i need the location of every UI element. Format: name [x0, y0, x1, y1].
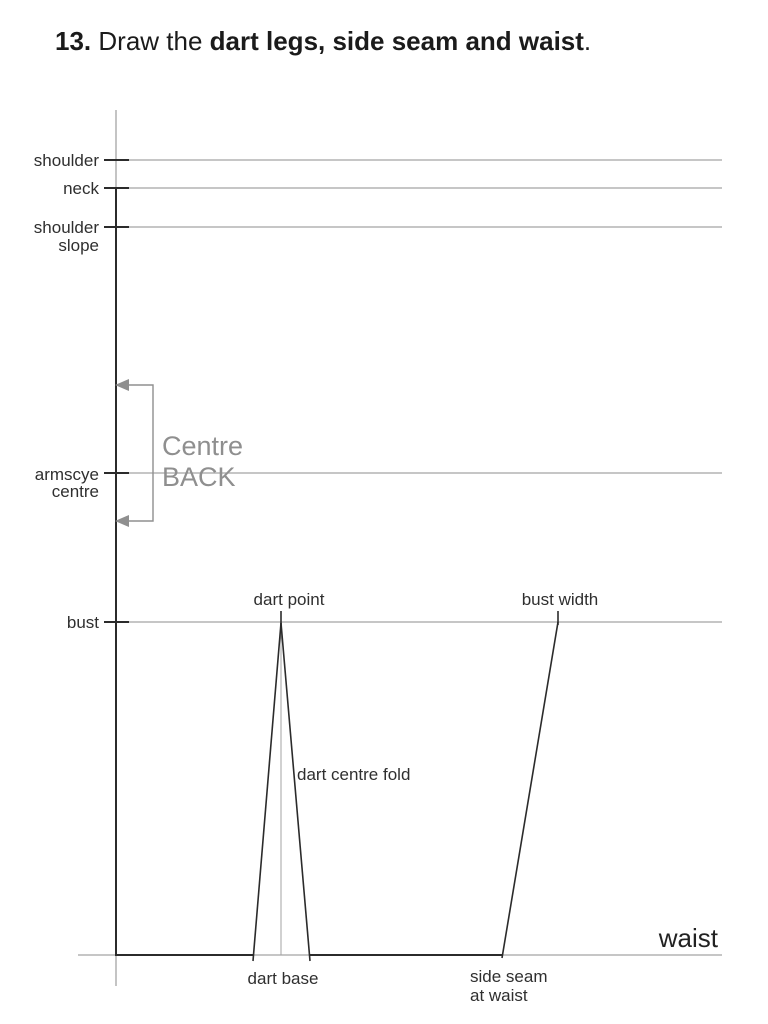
shoulder-slope-label-line2: slope	[58, 236, 99, 255]
dart-and-side-seam	[253, 611, 558, 961]
dart-leg-right	[281, 623, 310, 961]
armscye-centre-label-line2: centre	[51, 482, 99, 501]
waist-label: waist	[658, 923, 718, 953]
centre-back-bracket	[115, 379, 153, 527]
title-emphasis: dart legs, side seam and waist	[209, 26, 584, 56]
dart-base-label: dart base	[247, 969, 319, 988]
side-seam-label-line2: at waist	[470, 986, 528, 1005]
bust-label: bust	[66, 613, 99, 632]
shoulder-label: shoulder	[33, 151, 99, 170]
dart-centre-fold-label: dart centre fold	[297, 765, 411, 784]
guide-lines	[78, 110, 722, 986]
bracket-arrow-bottom-icon	[115, 515, 129, 527]
drawn-pattern-lines	[104, 160, 503, 956]
title-lead: Draw the	[91, 26, 210, 56]
side-seam-line	[502, 622, 558, 958]
neck-label: neck	[63, 179, 99, 198]
bust-width-label: bust width	[521, 590, 599, 609]
side-seam-label-line1: side seam	[470, 967, 548, 986]
step-number: 13.	[55, 26, 92, 56]
dart-leg-left	[253, 623, 281, 961]
diagram-labels	[34, 151, 719, 1005]
armscye-centre-label-line1: armscye	[34, 465, 99, 484]
centre-back-label-line1: Centre	[162, 431, 244, 461]
dart-point-label: dart point	[253, 590, 325, 609]
shoulder-slope-label-line1: shoulder	[33, 218, 99, 237]
bracket-arrow-top-icon	[115, 379, 129, 391]
centre-back-label-line2: BACK	[162, 462, 236, 492]
title-period: .	[583, 26, 592, 56]
bracket-outline	[124, 385, 153, 521]
